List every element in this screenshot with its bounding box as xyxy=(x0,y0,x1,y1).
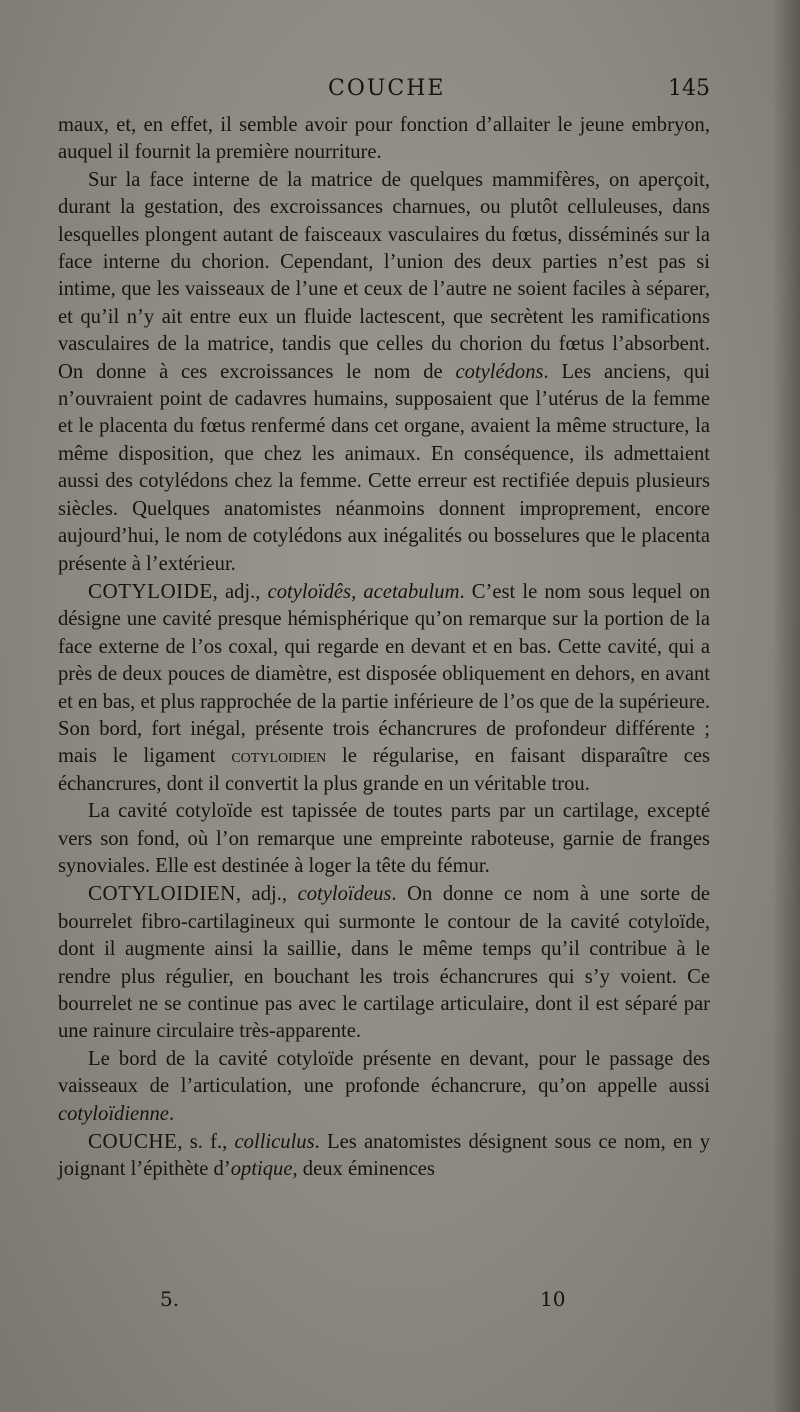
text-segment: . Les anatomistes désignent sous ce nom, en y joignant l’épithète d’ xyxy=(58,1131,710,1181)
paragraph xyxy=(58,578,710,798)
entry-headword: COUCHE xyxy=(88,1129,178,1154)
entry-headword: COTYLOIDE xyxy=(88,578,213,603)
italic-term: cotyloïdês, acetabulum xyxy=(267,580,460,603)
page-footer xyxy=(160,1287,620,1317)
text-segment: maux, et, en effet, il semble avoir pour fonction d’allaiter le jeune embryon, auquel il fournit la première nourriture. xyxy=(58,114,710,164)
text-segment: , s. f., xyxy=(177,1131,235,1154)
running-head: COUCHE xyxy=(328,76,446,101)
text-segment: Sur la face interne de la matrice de quelques mammifères, on aperçoit, durant la gestation, des excroissances charnues, ou plutôt celluleuses, dans lesquelles plongent autant de faisceaux vasculaires du fœtus, disséminés sur la face interne du chorion. Cependant, l’union des deux parties n’est pas si intime, que les vaisseaux de l’une et ceux de l’autre ne soient faciles à séparer, et qu’il n’y ait entre eux un fluide lactescent, que secrètent les ramifications vasculaires de la matrice, tandis que celles du chorion du fœtus l’absorbent. On donne à ces excroissances le nom de xyxy=(58,168,710,383)
text-segment: le régularise, en faisant disparaître ces échancrures, dont il convertit la plus grande en un véritable trou. xyxy=(58,745,710,795)
text-segment: La cavité cotyloïde est tapissée de toutes parts par un cartilage, excepté vers son fond, où l’on remarque une empreinte raboteuse, garnie de franges synoviales. Elle est destinée à loger la tête du fémur. xyxy=(58,800,710,877)
text-segment: , deux éminences xyxy=(292,1158,435,1181)
italic-term: cotyloïdeus xyxy=(297,883,392,906)
text-segment: , adj., xyxy=(212,580,268,603)
page-spine-shadow xyxy=(772,0,800,1412)
text-segment: . C’est le nom sous lequel on désigne une cavité presque hémisphérique qu’on remarque sur la portion de la face externe de l’os coxal, qui regarde en devant et en bas. Cette cavité, qui a près de deux pouces de diamètre, est disposée obliquement en dehors, en avant et en bas, et plus rapprochée de la partie inférieure de l’os que de la supérieure. Son bord, fort inégal, présente trois échancrures de profondeur différente ; mais le ligament xyxy=(58,580,710,768)
text-segment: Le bord de la cavité cotyloïde présente en devant, pour le passage des vaisseaux de l’articulation, une profonde échancrure, qu’on appelle aussi xyxy=(58,1047,710,1098)
text-segment: . On donne ce nom à une sorte de bourrelet fibro-cartilagineux qui surmonte le contour de la cavité cotyloïde, dont il augmente ainsi la saillie, dans le même temps qu’il contribue à le rendre plus régulier, en bouchant les trois échancrures qui s’y voient. Ce bourrelet ne se continue pas avec le cartilage articulaire, dont il est séparé par une rainure circulaire très-apparente. xyxy=(58,883,711,1043)
paragraph xyxy=(58,1046,710,1128)
signature-mark: 5. xyxy=(160,1287,180,1311)
text-segment: . Les anciens, qui n’ouvraient point de cadavres humains, supposaient que l’utérus de la femme et le placenta du fœtus renfermé dans cet organe, avaient la même structure, la même disposition, que chez les animaux. En conséquence, ils admettaient aussi des cotylédons chez la femme. Cette erreur est rectifiée depuis plusieurs siècles. Quelques anatomistes néanmoins donnent improprement, encore aujourd’hui, le nom de cotylédons aux inégalités ou bosselures que le placenta présente à l’extérieur. xyxy=(58,360,711,575)
text-segment: cotyloidien xyxy=(231,745,327,768)
italic-term: colliculus xyxy=(234,1131,315,1154)
paragraph xyxy=(58,798,710,880)
paragraph xyxy=(58,1128,710,1184)
italic-term: optique xyxy=(230,1158,293,1181)
italic-term: cotylédons xyxy=(455,360,544,383)
entry-headword: COTYLOIDIEN xyxy=(88,881,236,906)
page-header xyxy=(60,76,710,112)
paragraph xyxy=(58,167,710,578)
paragraph xyxy=(58,112,710,167)
text-segment: , adj., xyxy=(235,883,298,906)
body-text xyxy=(58,112,710,1184)
catchword: 10 xyxy=(540,1287,566,1311)
italic-term: cotyloïdienne xyxy=(58,1102,169,1125)
text-segment: . xyxy=(168,1102,175,1125)
paragraph xyxy=(58,880,710,1045)
page-number: 145 xyxy=(668,76,710,101)
